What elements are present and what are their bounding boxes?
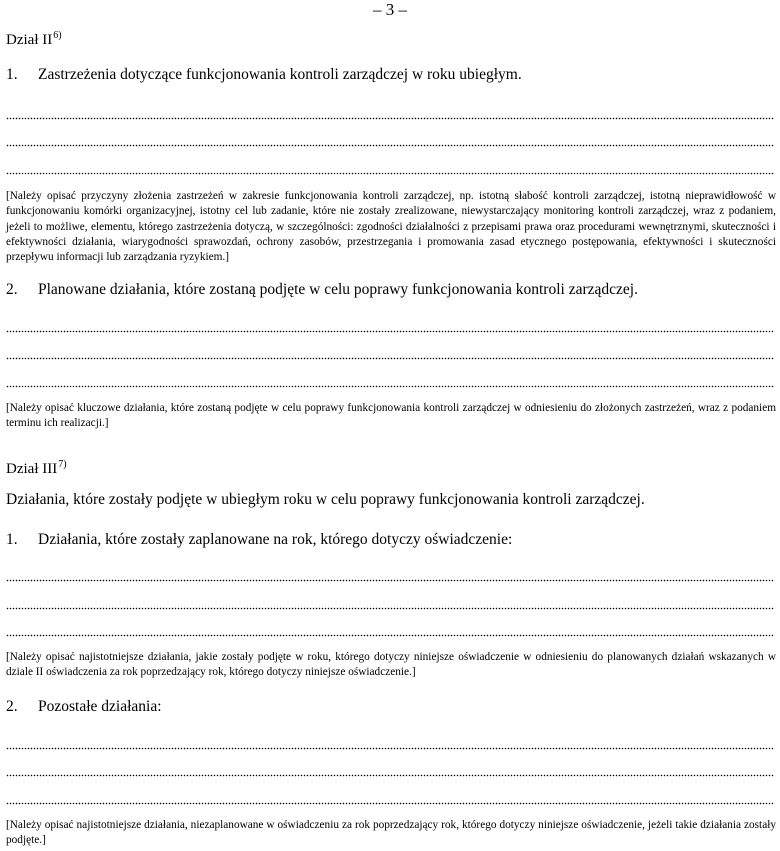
section-heading-text: Dział III: [6, 461, 58, 477]
fill-in-line[interactable]: [6, 330, 774, 333]
instruction-note: [Należy opisać kluczowe działania, które zostaną podjęte w celu poprawy funkcjonowania kontroli zarządczej w odniesieniu do złożonych zastrzeżeń, wraz z podaniem terminu ich realizacji.]: [6, 402, 776, 430]
fill-in-line[interactable]: [6, 357, 774, 360]
section-heading-dzial-3: [6, 459, 67, 478]
fill-in-line[interactable]: [6, 579, 774, 582]
item-text: Planowane działania, które zostaną podjęte w celu poprawy funkcjonowania kontroli zarządczej.: [38, 281, 638, 298]
fill-in-line[interactable]: [6, 385, 774, 388]
item-number: 2.: [6, 698, 18, 715]
list-item-other-actions: [6, 698, 162, 716]
instruction-note: [Należy opisać najistotniejsze działania, jakie zostały podjęte w roku, którego dotyczy niniejsze oświadczenie w odniesieniu do planowanych działań wskazanych w dziale II oświadczenia za rok poprzedzający rok, którego dotyczy niniejsze oświadczenie.]: [6, 651, 776, 679]
item-number: 1.: [6, 66, 18, 83]
section-heading-dzial-2: [6, 30, 62, 49]
fill-in-line[interactable]: [6, 144, 774, 147]
instruction-note: [Należy opisać najistotniejsze działania, niezaplanowane w oświadczeniu za rok poprzedzający rok, którego dotyczy niniejsze oświadczenie, jeżeli takie działania zostały podjęte.]: [6, 819, 776, 847]
list-item-planned-for-year: [6, 531, 512, 549]
list-item-planned-actions: [6, 281, 638, 299]
fill-in-line[interactable]: [6, 172, 774, 175]
fill-in-line[interactable]: [6, 747, 774, 750]
instruction-note: [Należy opisać przyczyny złożenia zastrzeżeń w zakresie funkcjonowania kontroli zarządczej, np. istotną słabość kontroli zarządczej, istotną nieprawidłowość w funkcjonowaniu komórki organizacyjnej, istotny cel lub zadanie, które nie zostały zrealizowane, niewystarczający monitoring kontroli zarządczej, wraz z podaniem, jeżeli to możliwe, elementu, którego zastrzeżenia dotyczą, w szczególności: zgodności działalności z przepisami prawa oraz procedurami wewnętrznymi, skuteczności i efektywności działania, wiarygodności sprawozdań, ochrony zasobów, przestrzegania i promowania zasad etycznego postępowania, efektywności i skuteczności przepływu informacji lub zarządzania ryzykiem.]: [6, 190, 776, 264]
footnote-ref: 7): [58, 459, 67, 470]
item-text: Zastrzeżenia dotyczące funkcjonowania kontroli zarządczej w roku ubiegłym.: [38, 66, 522, 83]
fill-in-line[interactable]: [6, 774, 774, 777]
item-number: 1.: [6, 531, 18, 548]
list-item-reservations: [6, 66, 522, 84]
item-number: 2.: [6, 281, 18, 298]
item-text: Działania, które zostały zaplanowane na rok, którego dotyczy oświadczenie:: [38, 531, 513, 548]
fill-in-line[interactable]: [6, 607, 774, 610]
item-text: Pozostałe działania:: [38, 698, 162, 715]
section-intro: Działania, które zostały podjęte w ubiegłym roku w celu poprawy funkcjonowania kontroli zarządczej.: [6, 491, 645, 508]
section-heading-text: Dział II: [6, 32, 53, 48]
fill-in-line[interactable]: [6, 634, 774, 637]
fill-in-line[interactable]: [6, 802, 774, 805]
footnote-ref: 6): [53, 30, 62, 41]
page-number: – 3 –: [373, 0, 407, 19]
fill-in-line[interactable]: [6, 117, 774, 120]
